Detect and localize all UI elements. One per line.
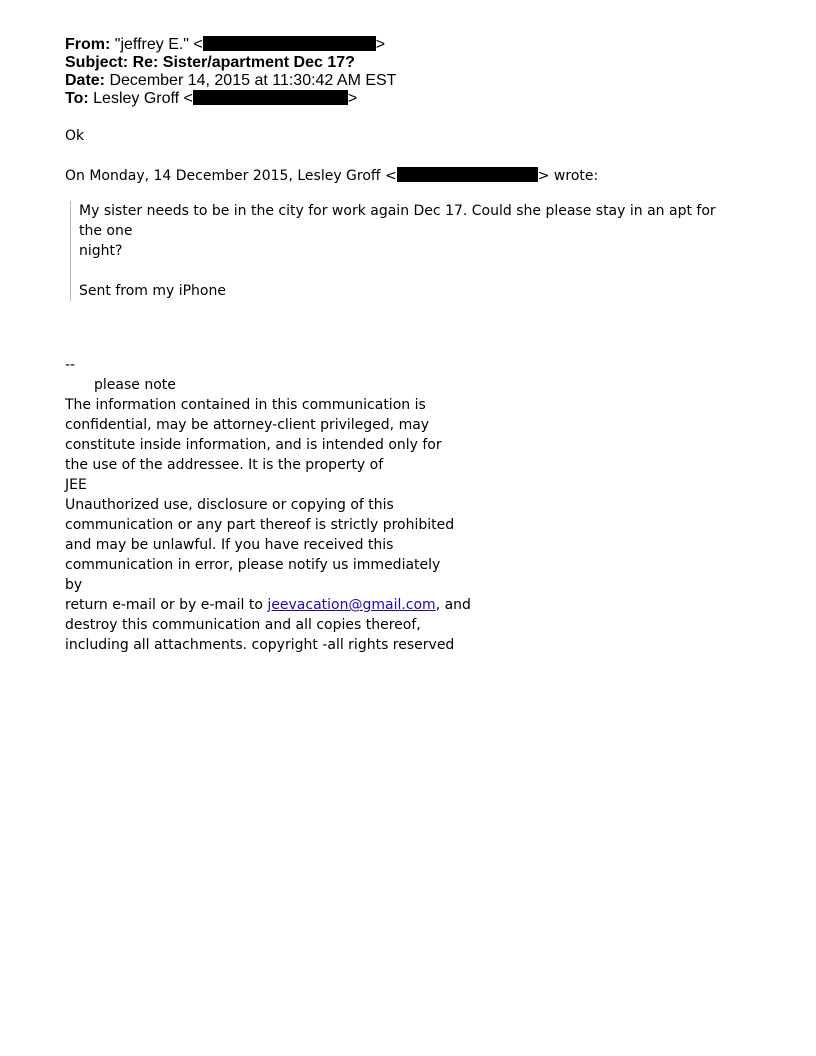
signature-dashes: --	[65, 357, 76, 373]
reply-text: Ok	[65, 128, 85, 144]
to-line	[65, 90, 765, 108]
date-label: Date:	[65, 72, 106, 89]
redaction-bar	[397, 167, 538, 182]
please-note: please note	[94, 377, 176, 393]
return-prefix: return e-mail or by e-mail to	[65, 597, 268, 613]
disclaimer-line: and may be unlawful. If you have received this	[65, 537, 394, 553]
quoted-signature: Sent from my iPhone	[79, 283, 226, 299]
disclaimer-line: including all attachments. copyright -all rights reserved	[65, 637, 455, 653]
quoted-line: night?	[79, 243, 123, 259]
quote-intro	[65, 166, 765, 186]
disclaimer-line: communication or any part thereof is strictly prohibited	[65, 517, 455, 533]
email-link[interactable]: jeevacation@gmail.com	[267, 597, 436, 613]
redaction-bar	[193, 90, 348, 105]
subject-value: Re: Sister/apartment Dec 17?	[132, 54, 355, 71]
to-value-suffix: >	[347, 90, 358, 107]
disclaimer-line: communication in error, please notify us immediately by	[65, 557, 441, 593]
disclaimer-line: the use of the addressee. It is the property of	[65, 457, 384, 473]
email-page	[65, 36, 765, 655]
disclaimer-line: JEE	[65, 477, 87, 493]
quoted-line: My sister needs to be in the city for work again Dec 17. Could she please stay in an apt for the one	[79, 203, 716, 239]
from-value-prefix: "jeffrey E." <	[114, 36, 203, 53]
to-label: To:	[65, 90, 89, 107]
disclaimer-line: constitute inside information, and is intended only for	[65, 437, 442, 453]
quoted-message	[70, 201, 729, 301]
quote-intro-suffix: > wrote:	[537, 168, 599, 184]
disclaimer-line: destroy this communication and all copies thereof,	[65, 617, 421, 633]
return-suffix: , and	[435, 597, 471, 613]
disclaimer-line: confidential, may be attorney-client privileged, may	[65, 417, 430, 433]
subject-line	[65, 54, 765, 72]
from-line	[65, 36, 765, 54]
disclaimer-line: Unauthorized use, disclosure or copying of this	[65, 497, 394, 513]
disclaimer-line	[65, 595, 471, 615]
redaction-bar	[203, 36, 376, 51]
from-value-suffix: >	[375, 36, 386, 53]
from-label: From:	[65, 36, 111, 53]
date-value: December 14, 2015 at 11:30:42 AM EST	[109, 72, 397, 89]
date-line	[65, 72, 765, 90]
signature-disclaimer	[65, 355, 471, 655]
quote-intro-prefix: On Monday, 14 December 2015, Lesley Groff <	[65, 168, 397, 184]
subject-label: Subject:	[65, 54, 129, 71]
disclaimer-line: The information contained in this communication is	[65, 397, 426, 413]
to-value-prefix: Lesley Groff <	[93, 90, 193, 107]
